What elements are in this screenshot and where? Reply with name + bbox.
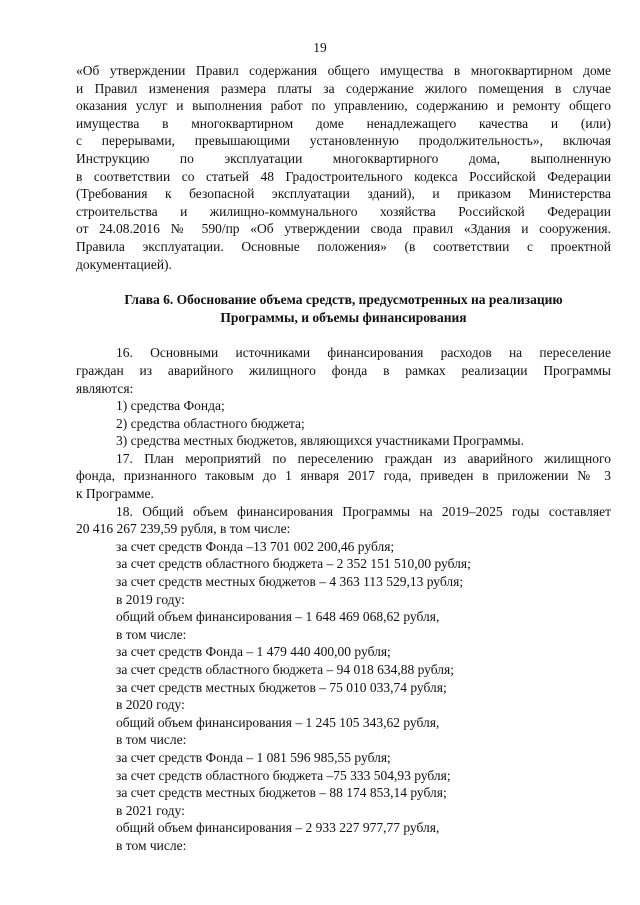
- text-line: в соответствии со статьей 48 Градостроительного кодекса Российской Федерации: [76, 168, 611, 184]
- text-line: (Требования к безопасной эксплуатации зданий), и приказом Министерства: [76, 186, 611, 202]
- paragraph-17: [76, 450, 611, 503]
- chapter-heading-line: Глава 6. Обоснование объема средств, предусмотренных на реализацию: [124, 292, 563, 308]
- text-line: к Программе.: [76, 486, 154, 502]
- text-line: от 24.08.2016 № 590/пр «Об утверждении свода правил «Здания и сооружения.: [76, 221, 611, 237]
- text-line: являются:: [76, 380, 134, 396]
- text-line: 20 416 267 239,59 рубля, в том числе:: [76, 521, 291, 537]
- text-line: 16. Основными источниками финансирования расходов на переселение: [116, 345, 611, 361]
- financing-line: в том числе:: [116, 626, 187, 642]
- text-line: 17. План мероприятий по переселению граждан из аварийного жилищного: [116, 450, 611, 466]
- text-line: оказания услуг и выполнения работ по управлению, содержанию и ремонту общего: [76, 98, 611, 114]
- page-number: 19: [313, 40, 327, 55]
- financing-line: за счет средств областного бюджета –75 333 504,93 рубля;: [116, 767, 451, 783]
- financing-line: в 2020 году:: [116, 697, 185, 713]
- text-line: документацией).: [76, 256, 172, 272]
- financing-line: за счет средств областного бюджета – 94 018 634,88 рубля;: [116, 662, 454, 677]
- list-item: 2) средства областного бюджета;: [116, 415, 305, 431]
- text-line: имущества в многоквартирном доме ненадлежащего качества и (или): [76, 115, 611, 131]
- financing-line: в том числе:: [116, 732, 187, 748]
- chapter-heading-line: Программы, и объемы финансирования: [220, 309, 467, 325]
- chapter-heading: [76, 291, 611, 326]
- list-item: 1) средства Фонда;: [116, 398, 225, 414]
- text-line: и Правил изменения размера платы за содержание жилого помещения в случае: [76, 80, 611, 96]
- financing-line: в 2019 году:: [116, 591, 185, 607]
- intro-paragraph: [76, 62, 611, 273]
- paragraph-16: [76, 344, 611, 450]
- text-line: «Об утверждении Правил содержания общего имущества в многоквартирном доме: [76, 63, 611, 78]
- financing-line: за счет средств местных бюджетов – 4 363 113 529,13 рубля;: [116, 574, 464, 590]
- list-item: 3) средства местных бюджетов, являющихся участниками Программы.: [116, 433, 524, 449]
- text-line: фонда, признанного таковым до 1 января 2017 года, приведен в приложении № 3: [76, 468, 611, 484]
- text-line: Инструкцию по эксплуатации многоквартирного дома, выполненную: [76, 150, 611, 166]
- financing-line: общий объем финансирования – 1 648 469 068,62 рубля,: [116, 609, 440, 625]
- paragraph-18: [76, 503, 611, 855]
- financing-line: за счет средств областного бюджета – 2 352 151 510,00 рубля;: [116, 556, 471, 572]
- page-content: [76, 62, 611, 855]
- financing-line: за счет средств Фонда – 1 479 440 400,00 рубля;: [116, 644, 391, 660]
- financing-line: за счет средств Фонда – 1 081 596 985,55 рубля;: [116, 749, 391, 765]
- text-line: 18. Общий объем финансирования Программы на 2019–2025 годы составляет: [116, 503, 611, 519]
- financing-line: общий объем финансирования – 2 933 227 977,77 рубля,: [116, 820, 440, 836]
- financing-line: за счет средств Фонда –13 701 002 200,46 рубля;: [116, 538, 395, 554]
- text-line: с перерывами, превышающими установленную продолжительность», включая: [76, 133, 611, 149]
- financing-line: за счет средств местных бюджетов – 75 010 033,74 рубля;: [116, 679, 447, 695]
- text-line: строительства и жилищно-коммунального хозяйства Российской Федерации: [76, 203, 611, 219]
- financing-line: в 2021 году:: [116, 802, 185, 818]
- financing-line: за счет средств местных бюджетов – 88 174 853,14 рубля;: [116, 785, 447, 801]
- financing-line: в том числе:: [116, 837, 187, 853]
- text-line: граждан из аварийного жилищного фонда в рамках реализации Программы: [76, 362, 611, 378]
- text-line: Правила эксплуатации. Основные положения» (в соответствии с проектной: [76, 238, 611, 254]
- financing-line: общий объем финансирования – 1 245 105 343,62 рубля,: [116, 714, 440, 730]
